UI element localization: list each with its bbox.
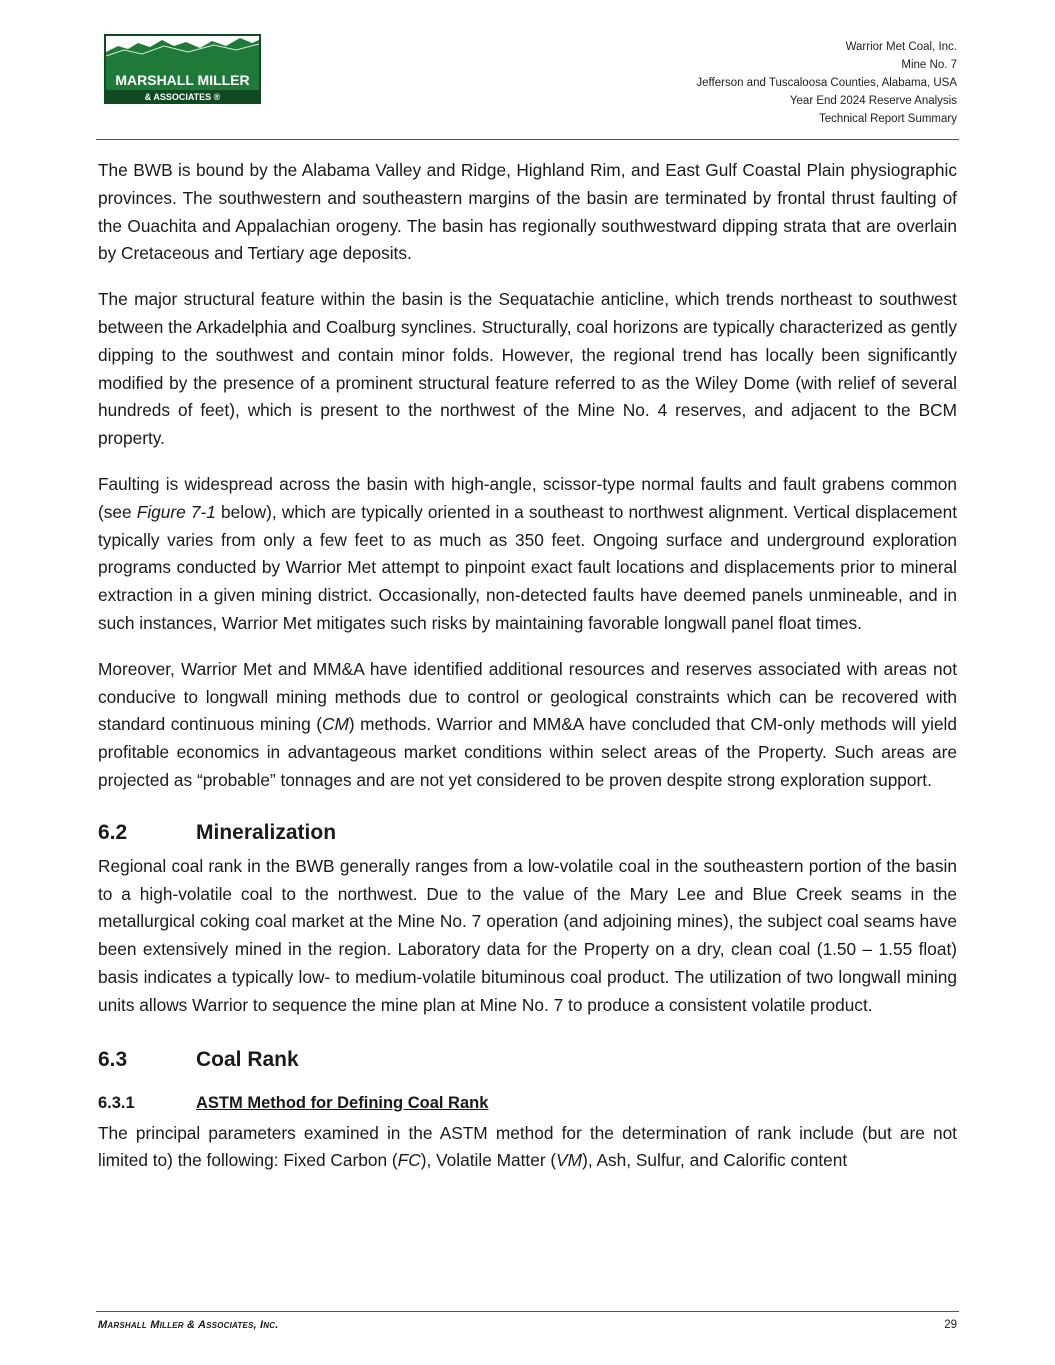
page-content [98, 157, 957, 1193]
header-analysis: Year End 2024 Reserve Analysis [789, 95, 957, 107]
paragraph-cm-methods: Moreover, Warrior Met and MM&A have identified additional resources and reserves associated with areas not conducive to longwall mining methods due to control or geological constraints which can be recovered with standard continuous mining (CM) methods. Warrior and MM&A have concluded that CM-only methods will yield profitable economics in advantageous market conditions within select areas of the Property. Such areas are projected as “probable” tonnages and are not yet considered to be proven despite strong exploration support. [98, 658, 958, 790]
paragraph-structural-feature: The major structural feature within the basin is the Sequatachie anticline, which trends northeast to southwest between the Arkadelphia and Coalburg synclines. Structurally, coal horizons are typically characterized as gently dipping to the southwest and contain minor folds. However, the regional trend has locally been significantly modified by the presence of a prominent structural feature referred to as the Wiley Dome (with relief of several hundreds of feet), which is present to the northwest of the Mine No. 4 reserves, and adjacent to the BCM property. [98, 289, 957, 449]
paragraph-basin-bounds: The BWB is bound by the Alabama Valley and Ridge, Highland Rim, and East Gulf Coastal Plain physiographic provinces. The southwestern and southeastern margins of the basin are terminated by frontal thrust faulting of the Ouachita and Appalachian orogeny. The basin has regionally southwestward dipping strata that are overlain by Cretaceous and Tertiary age deposits. [98, 160, 957, 264]
footer-company: Marshall Miller & Associates, Inc. [98, 1319, 279, 1331]
figure-reference-link[interactable]: Figure 7-1 [136, 501, 216, 522]
section-heading-coal-rank: 6.3 Coal Rank [98, 1047, 299, 1071]
paragraph-astm-parameters: The principal parameters examined in the ASTM method for the determination of rank include (but are not limited to) the following: Fixed Carbon (FC), Volatile Matter (VM), Ash, Sulfur, and Calorific content [98, 1122, 957, 1171]
subsection-heading-astm: 6.3.1 ASTM Method for Defining Coal Rank [98, 1093, 489, 1112]
report-header-info [696, 38, 957, 128]
header-location: Jefferson and Tuscaloosa Counties, Alabama, USA [696, 77, 957, 89]
paragraph-mineralization: Regional coal rank in the BWB generally ranges from a low-volatile coal in the southeastern portion of the basin to a high-volatile coal to the northwest. Due to the value of the Mary Lee and Blue Creek seams in the metallurgical coking coal market at the Mine No. 7 operation (and adjoining mines), the subject coal seams have been extensively mined in the region. Laboratory data for the Property on a dry, clean coal (1.50 – 1.55 float) basis indicates a typically low- to medium-volatile bituminous coal product. The utilization of two longwall mining units allows Warrior to sequence the mine plan at Mine No. 7 to produce a consistent volatile product. [98, 855, 957, 1015]
paragraph-faulting: Faulting is widespread across the basin with high-angle, scissor-type normal faults and fault grabens common (see Figure 7-1 below), which are typically oriented in a southeast to northwest alignment. Vertical displacement typically varies from only a few feet to as much as 350 feet. Ongoing surface and underground exploration programs conducted by Warrior Met attempt to pinpoint exact fault locations and displacements prior to mineral extraction in a given mining district. Occasionally, non-detected faults have deemed panels unmineable, and in such instances, Warrior Met mitigates such risks by maintaining favorable longwall panel float times. [98, 473, 958, 633]
header-report-type: Technical Report Summary [818, 113, 957, 125]
company-logo [104, 34, 261, 104]
svg-text:& ASSOCIATES ®: & ASSOCIATES ® [144, 92, 221, 102]
header-company: Warrior Met Coal, Inc. [845, 41, 957, 53]
header-divider [96, 139, 959, 140]
header-mine: Mine No. 7 [901, 59, 957, 71]
logo-text: MARSHALL MILLER [115, 72, 250, 88]
page-number: 29 [944, 1319, 957, 1331]
footer-divider [96, 1311, 959, 1312]
section-heading-mineralization: 6.2 Mineralization [98, 820, 337, 844]
